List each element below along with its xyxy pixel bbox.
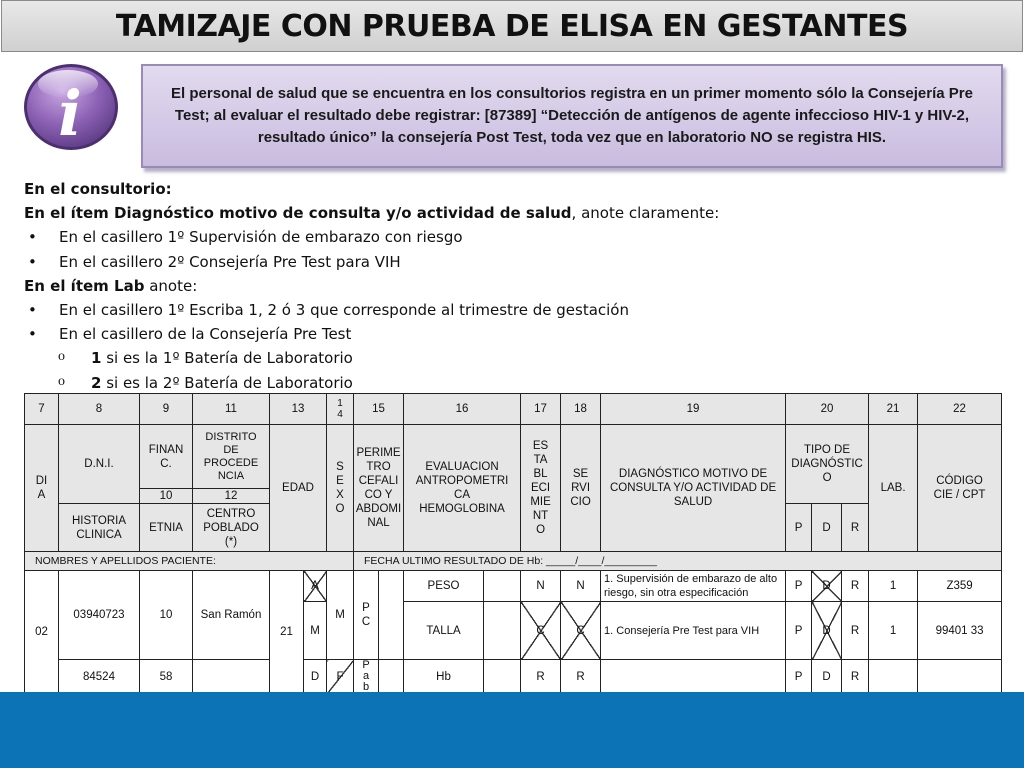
record-eval: PESO: [404, 571, 484, 602]
header-edad: EDAD: [270, 425, 327, 552]
record-eval-value: [484, 602, 521, 660]
record-lab: 1: [869, 602, 918, 660]
col-num: 17: [521, 394, 561, 425]
heading-consultorio: En el consultorio:: [24, 180, 172, 198]
record-p: P: [786, 602, 812, 660]
record-pc: P C: [354, 571, 379, 660]
record-diagnostico: [601, 660, 786, 694]
col-num: 15: [354, 394, 404, 425]
header-historia: HISTORIA CLINICA: [59, 504, 140, 552]
header-d: D: [812, 504, 842, 552]
record-etnia: 58: [140, 660, 193, 694]
info-icon: [22, 62, 120, 152]
record-sex-a: A: [304, 571, 327, 602]
bottom-band: [0, 692, 1024, 768]
record-d: D: [812, 571, 842, 602]
record-p: P: [786, 571, 812, 602]
record-servicio: C: [561, 602, 601, 660]
fecha-label: FECHA ULTIMO RESULTADO DE Hb: _____/____/_________: [354, 552, 1002, 571]
col-num: 16: [404, 394, 521, 425]
heading-diagnostico: En el ítem Diagnóstico motivo de consulta y/o actividad de salud, anote claramente:: [24, 204, 720, 223]
record-sex-d: D: [304, 660, 327, 694]
his-form-table: [24, 393, 1002, 694]
record-diagnostico: 1. Consejería Pre Test para VIH: [601, 602, 786, 660]
record-r: R: [842, 660, 869, 694]
header-numbers-row: [25, 394, 1002, 425]
record-eval-value: [484, 660, 521, 694]
col-num: 9: [140, 394, 193, 425]
record-sex-f: F: [327, 660, 354, 694]
header-distrito: DISTRITO DE PROCEDE NCIA: [193, 425, 270, 489]
col-num: 20: [786, 394, 869, 425]
record-d: D: [812, 602, 842, 660]
record-edad: 21: [270, 571, 304, 694]
record-code: [918, 660, 1002, 694]
header-dni: D.N.I.: [59, 425, 140, 504]
header-r: R: [842, 504, 869, 552]
record-lab: [869, 660, 918, 694]
header-perimetro: PERIME TRO CEFALI CO Y ABDOMI NAL: [354, 425, 404, 552]
record-centro: [193, 660, 270, 694]
record-financ: 10: [140, 571, 193, 660]
header-sexo: S E X O: [327, 425, 354, 552]
info-box-text: El personal de salud que se encuentra en los consultorios registra en un primer momento sólo la Consejería Pre Test; al evaluar el resultado debe registrar: [87389] “Detección de antígenos de agente infeccioso HIV-1 y HIV-2, resultado único” la consejería Post Test, toda vez que en laboratorio NO se registra HIS.: [171, 85, 973, 146]
col-num: 22: [918, 394, 1002, 425]
record-eval: Hb: [404, 660, 484, 694]
col-num: 8: [59, 394, 140, 425]
header-evaluacion: EVALUACION ANTROPOMETRI CA HEMOGLOBINA: [404, 425, 521, 552]
header-diagnostico: DIAGNÓSTICO MOTIVO DE CONSULTA Y/O ACTIVIDAD DE SALUD: [601, 425, 786, 552]
header-row: [25, 425, 1002, 489]
record-d: D: [812, 660, 842, 694]
instructions: [24, 177, 1004, 395]
record-servicio: N: [561, 571, 601, 602]
col-num: 7: [25, 394, 59, 425]
header-financ: FINAN C.: [140, 425, 193, 489]
record-distrito: San Ramón: [193, 571, 270, 660]
col-num: 18: [561, 394, 601, 425]
header-etnia: ETNIA: [140, 504, 193, 552]
record-eval: TALLA: [404, 602, 484, 660]
col-num: 19: [601, 394, 786, 425]
record-sex-m: M: [327, 571, 354, 660]
record-code: 99401 33: [918, 602, 1002, 660]
info-glyph: i: [58, 77, 82, 150]
sub-item: o 2 si es la 2º Batería de Laboratorio: [24, 371, 1004, 395]
col-num: 13: [270, 394, 327, 425]
record-pab: P a b: [354, 660, 379, 694]
record-historia: 84524: [59, 660, 140, 694]
col-num: 11: [193, 394, 270, 425]
col-num: 21: [869, 394, 918, 425]
header-num10: 10: [140, 489, 193, 504]
record-eval-value: [484, 571, 521, 602]
header-tipo-diagnostico: TIPO DE DIAGNÓSTIC O: [786, 425, 869, 504]
page-title: TAMIZAJE CON PRUEBA DE ELISA EN GESTANTES: [115, 8, 909, 44]
record-r: R: [842, 571, 869, 602]
record-establecimiento: N: [521, 571, 561, 602]
header-lab: LAB.: [869, 425, 918, 552]
header-num12: 12: [193, 489, 270, 504]
nombres-label: NOMBRES Y APELLIDOS PACIENTE:: [25, 552, 354, 571]
info-box: [141, 64, 1003, 168]
header-centro: CENTRO POBLADO (*): [193, 504, 270, 552]
record-p: P: [786, 660, 812, 694]
record-row: [25, 660, 1002, 694]
record-servicio: R: [561, 660, 601, 694]
col-num: 1 4: [327, 394, 354, 425]
header-codigo: CÓDIGO CIE / CPT: [918, 425, 1002, 552]
record-lab: 1: [869, 571, 918, 602]
bullet-item: • En el casillero 2º Consejería Pre Test para VIH: [24, 250, 1004, 274]
record-establecimiento: C: [521, 602, 561, 660]
record-code: Z359: [918, 571, 1002, 602]
header-dia: DI A: [25, 425, 59, 552]
record-row: [25, 571, 1002, 602]
patient-name-row: [25, 552, 1002, 571]
record-diagnostico: 1. Supervisión de embarazo de alto riesgo, sin otra especificación: [601, 571, 786, 602]
bullet-item: • En el casillero 1º Escriba 1, 2 ó 3 que corresponde al trimestre de gestación: [24, 298, 1004, 322]
bullet-item: • En el casillero de la Consejería Pre Test: [24, 322, 1004, 346]
record-perimetro-value: [379, 571, 404, 660]
title-bar: [1, 0, 1023, 52]
record-establecimiento: R: [521, 660, 561, 694]
record-dia: 02: [25, 571, 59, 694]
record-r: R: [842, 602, 869, 660]
bullet-item: • En el casillero 1º Supervisión de embarazo con riesgo: [24, 225, 1004, 249]
header-servicio: SE RVI CIO: [561, 425, 601, 552]
header-p: P: [786, 504, 812, 552]
record-perimetro-value: [379, 660, 404, 694]
record-dni: 03940723: [59, 571, 140, 660]
header-establecimiento: ES TA BL ECI MIE NT O: [521, 425, 561, 552]
record-sex-m2: M: [304, 602, 327, 660]
heading-lab: En el ítem Lab anote:: [24, 276, 198, 295]
sub-item: o 1 si es la 1º Batería de Laboratorio: [24, 346, 1004, 370]
